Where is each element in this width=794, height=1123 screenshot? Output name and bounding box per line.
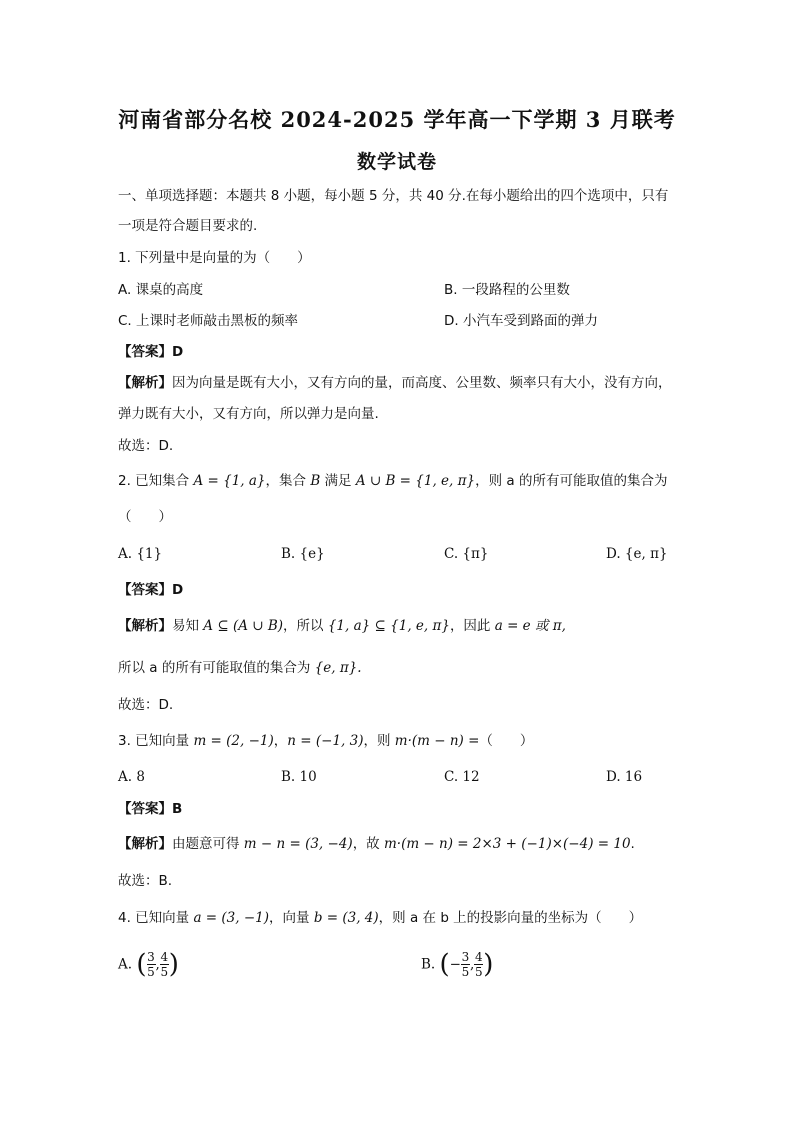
q1-analysis-line2: 弹力既有大小，又有方向，所以弹力是向量. [118,406,379,422]
q2-option-d: D. {e, π} [606,546,668,562]
q4-vector-b: b = (3, 4) [313,910,379,926]
q3-sep2: ，则 [363,733,395,749]
q4-stem-mid: ，向量 [269,910,314,926]
frac-den: 5 [474,965,483,979]
q3-analysis-end: . [630,836,635,852]
q3-analysis-a: 由题意可得 [172,836,244,852]
q3-analysis [118,834,635,854]
q3-answer: 【答案】B [118,801,183,817]
frac-num: 3 [461,950,470,964]
q2-answer: 【答案】D [118,582,184,598]
analysis-label: 【解析】 [118,836,172,852]
q2-option-c: C. {π} [444,546,489,562]
q1-option-c: C. 上课时老师敲击黑板的频率 [118,313,299,329]
frac-den: 5 [461,965,470,979]
q3-stem [118,731,533,751]
q2-union: A ∪ B = {1, e, π} [355,473,476,489]
q1-analysis-line1 [118,373,672,393]
q2-analysis-1a: 易知 [172,618,204,634]
q2-analysis-1c: ，因此 [449,618,495,634]
q4-option-b-neg: − [449,956,461,973]
q2-stem [118,471,667,491]
q2-stem-paren: （ ） [118,509,172,525]
comma: , [155,956,160,973]
q3-stem-pre: 3. 已知向量 [118,733,194,749]
q3-paren: （ ） [479,733,534,749]
q3-expression: m·(m − n) = [394,733,480,749]
q3-vector-n: n = (−1, 3) [287,733,364,749]
q2-choose: 故选：D. [118,697,174,713]
q4-option-b-label: B. [421,956,436,973]
q2-analysis-m2: {1, a} ⊆ {1, e, π} [327,618,450,634]
q2-analysis-m3: a = e 或 π, [494,618,566,634]
q1-option-b: B. 一段路程的公里数 [444,282,570,298]
q2-stem-post: ，则 a 的所有可能取值的集合为 [475,473,668,489]
q2-analysis-line1 [118,616,566,636]
q2-stem-pre: 2. 已知集合 [118,473,194,489]
q4-stem-post: ，则 a 在 b 上的投影向量的坐标为（ ） [378,910,643,926]
q1-analysis-text1: 因为向量是既有大小，又有方向的量，而高度、公里数、频率只有大小，没有方向， [172,375,672,391]
q1-option-a: A. 课桌的高度 [118,282,204,298]
q3-option-b: B. 10 [281,769,317,785]
page-subtitle: 数学试卷 [356,151,437,173]
q4-stem [118,908,642,928]
comma: , [469,956,475,973]
analysis-label: 【解析】 [118,375,172,391]
section-heading-line1: 一、单项选择题：本题共 8 小题，每小题 5 分，共 40 分.在每小题给出的四个选项中，只有 [118,188,669,204]
q2-analysis-1b: ，所以 [283,618,328,634]
q2-set-b: B [310,473,321,489]
q1-answer: 【答案】D [118,344,184,360]
q2-analysis-2a: 所以 a 的所有可能取值的集合为 [118,660,315,676]
q4-option-b-frac1 [461,950,470,979]
q4-option-a-frac1 [147,950,156,979]
q4-option-a-label: A. [118,956,133,973]
q3-choose: 故选：B. [118,873,173,889]
q4-vector-a: a = (3, −1) [193,910,270,926]
frac-num: 4 [474,950,483,964]
q4-option-a [118,950,179,979]
q3-analysis-b: ，故 [352,836,384,852]
q1-stem: 1. 下列量中是向量的为（ ） [118,250,311,266]
q1-choose: 故选：D. [118,438,174,454]
q2-analysis-m1: A ⊆ (A ∪ B) [203,618,284,634]
q4-option-a-close-paren: ) [168,949,179,980]
q3-option-a: A. 8 [118,769,145,785]
q3-sep1: ， [273,733,288,749]
frac-den: 5 [147,965,155,979]
q2-set-a: A = {1, a} [193,473,266,489]
q2-analysis-line2 [118,658,362,678]
q3-vector-m: m = (2, −1) [193,733,274,749]
q3-option-c: C. 12 [444,769,480,785]
q3-option-d: D. 16 [606,769,643,785]
frac-den: 5 [160,965,169,979]
q3-analysis-m1: m − n = (3, −4) [243,836,353,852]
q4-option-b-close-paren: ) [483,949,494,980]
q4-option-b-frac2 [474,950,483,979]
q4-stem-pre: 4. 已知向量 [118,910,194,926]
q4-option-a-open-paren: ( [136,949,147,980]
q1-option-d: D. 小汽车受到路面的弹力 [444,313,598,329]
q2-analysis-2m: {e, π}. [314,660,362,676]
q2-option-a: A. {1} [118,546,163,562]
q4-option-a-frac2 [160,950,169,979]
q4-option-b-open-paren: ( [439,949,450,980]
q2-stem-mid2: 满足 [320,473,356,489]
analysis-label: 【解析】 [118,618,172,634]
q2-option-b: B. {e} [281,546,325,562]
q2-stem-mid1: ，集合 [265,473,311,489]
page-title: 河南省部分名校 2024-2025 学年高一下学期 3 月联考 [118,107,676,132]
q3-analysis-m2: m·(m − n) = 2×3 + (−1)×(−4) = 10 [383,836,631,852]
frac-num: 3 [147,950,155,964]
q4-option-b [421,950,493,979]
frac-num: 4 [160,950,169,964]
section-heading-line2: 一项是符合题目要求的. [118,218,258,234]
